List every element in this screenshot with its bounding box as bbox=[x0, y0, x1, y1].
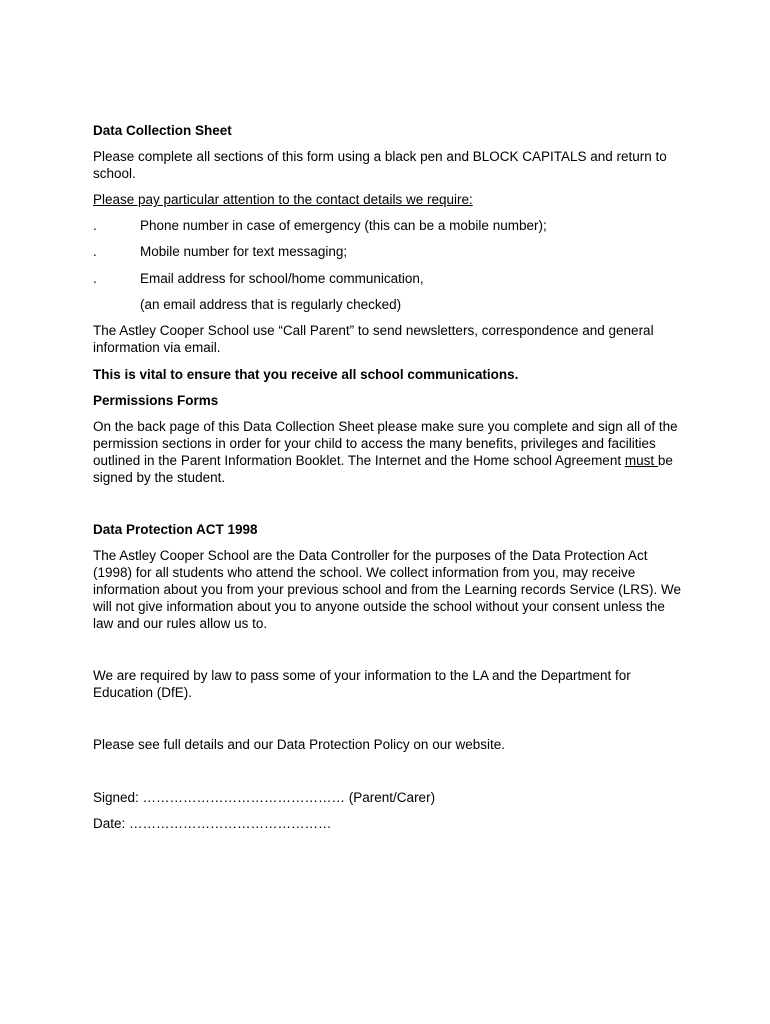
vital-notice: This is vital to ensure that you receive all school communications. bbox=[93, 367, 519, 382]
permissions-heading: Permissions Forms bbox=[93, 393, 219, 408]
data-protection-paragraph: The Astley Cooper School are the Data Controller for the purposes of the Data Protection Act (1998) for all students who attend the school. We collect information from you, may receive information about you from your previous school and from the Learning records Service (LRS). We will not give information about you to anyone outside the school without your consent unless the law and our rules allow us to. bbox=[93, 548, 682, 631]
page-title: Data Collection Sheet bbox=[93, 123, 232, 138]
list-item: Phone number in case of emergency (this can be a mobile number); bbox=[140, 218, 547, 233]
permissions-text-end: be signed by the student. bbox=[93, 453, 673, 485]
list-item: Email address for school/home communication, bbox=[140, 271, 424, 286]
permissions-text: On the back page of this Data Collection Sheet please make sure you complete and sign all of the permission sections in order for your child to access the many benefits, privileges and facilities outlined in the Parent Information Booklet. The Internet and the Home school Agreement bbox=[93, 419, 678, 468]
bullet-marker: . bbox=[93, 271, 97, 286]
bullet-marker: . bbox=[93, 244, 97, 259]
legal-requirement-paragraph: We are required by law to pass some of your information to the LA and the Department for Education (DfE). bbox=[93, 668, 631, 700]
date-line: Date: ……………………………………… bbox=[93, 816, 332, 831]
list-item-note: (an email address that is regularly checked) bbox=[140, 297, 402, 312]
bullet-marker: . bbox=[93, 218, 97, 233]
data-protection-heading: Data Protection ACT 1998 bbox=[93, 522, 258, 537]
must-emphasis: must bbox=[624, 453, 658, 468]
policy-reference: Please see full details and our Data Protection Policy on our website. bbox=[93, 737, 505, 752]
list-item: Mobile number for text messaging; bbox=[140, 244, 348, 259]
attention-line: Please pay particular attention to the contact details we require: bbox=[93, 192, 473, 207]
signed-line: Signed: ……………………………………… (Parent/Carer) bbox=[93, 790, 436, 805]
call-parent-paragraph: The Astley Cooper School use “Call Parent” to send newsletters, correspondence and general information via email. bbox=[93, 323, 654, 355]
permissions-paragraph bbox=[93, 418, 683, 486]
intro-paragraph: Please complete all sections of this form using a black pen and BLOCK CAPITALS and return to school. bbox=[93, 149, 667, 181]
